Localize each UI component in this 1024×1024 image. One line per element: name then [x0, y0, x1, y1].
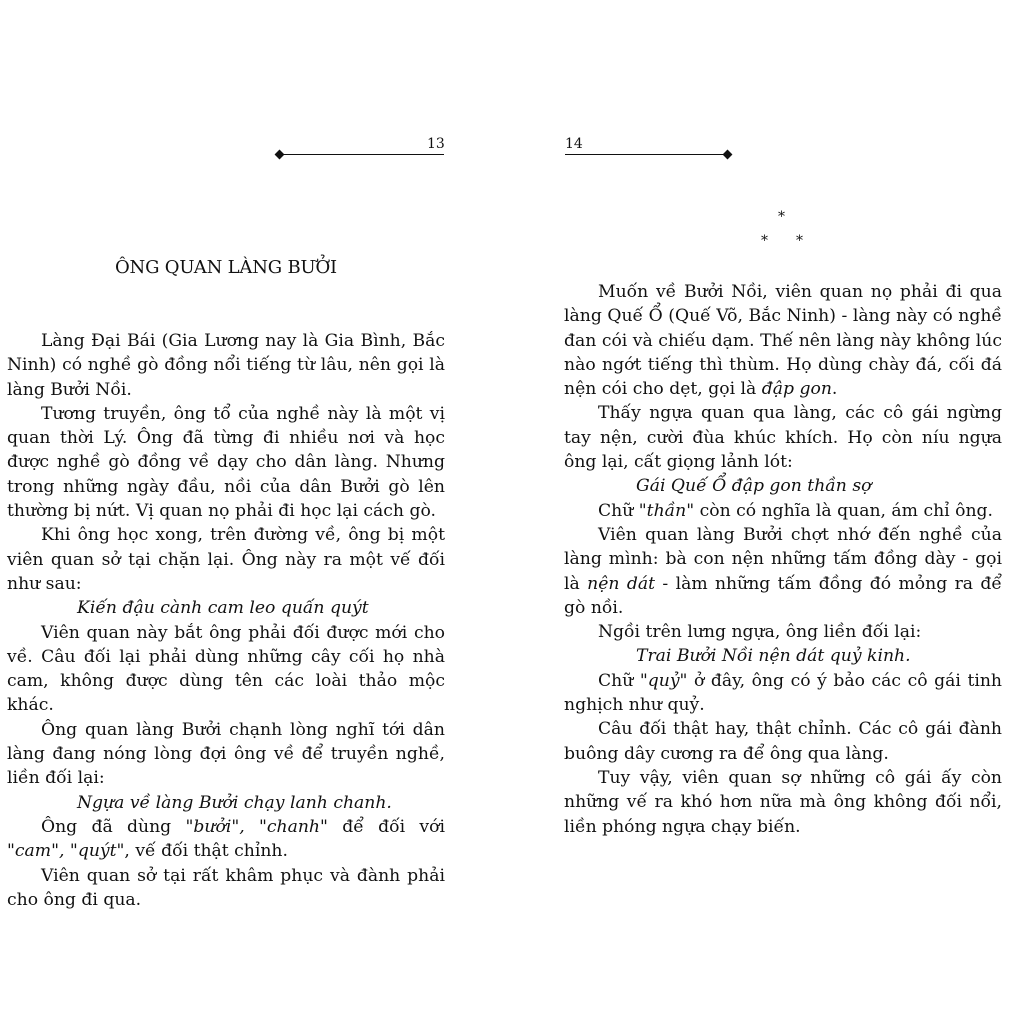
paragraph: Câu đối thật hay, thật chỉnh. Các cô gái đành buông dây cương ra để ông qua làng.: [564, 719, 1002, 764]
rule-diamond-ornament: [275, 150, 285, 160]
italic-run: "cam", "quýt": [7, 841, 125, 862]
paragraph: [564, 523, 1002, 620]
text-run: Ông đã dùng: [41, 816, 186, 837]
verse-line: Kiến đậu cành cam leo quấn quýt: [77, 598, 369, 619]
text-run: Chữ: [598, 670, 640, 691]
verse-line: Ngựa về làng Bưởi chạy lanh chanh.: [77, 792, 392, 813]
verse-line: Trai Bưởi Nồi nện dát quỷ kinh.: [636, 646, 911, 667]
chapter-title: ÔNG QUAN LÀNG BƯỞI: [115, 257, 337, 278]
paragraph: Tương truyền, ông tổ của nghề này là một vị quan thời Lý. Ông đã từng đi nhiều nơi và học được nghề gò đồng về dạy cho dân làng. Nhưng trong những ngày đầu, nồi của dân Bưởi gò lên thường bị nứt. Vị quan nọ phải đi học lại cách gò.: [7, 403, 445, 522]
paragraph: [564, 280, 1002, 401]
paragraph: Viên quan sở tại rất khâm phục và đành phải cho ông đi qua.: [7, 865, 445, 910]
header-rule: [280, 154, 444, 155]
paragraph: Thấy ngựa quan qua làng, các cô gái ngừng tay nện, cười đùa khúc khích. Họ còn níu ngựa ông lại, cất giọng lảnh lót:: [564, 403, 1002, 473]
section-break-asterisk: *: [761, 233, 768, 249]
right-body-text: [564, 280, 1002, 839]
text-run: - làm những tấm đồng đó mỏng ra để gò nồi.: [564, 573, 1002, 618]
text-run: , vế đối thật chỉnh.: [124, 841, 288, 862]
rule-diamond-ornament: [723, 150, 733, 160]
italic-run: "bưởi", "chanh": [185, 816, 328, 837]
text-run: .: [831, 379, 838, 400]
section-break-asterisk: *: [778, 209, 785, 225]
paragraph: Ngồi trên lưng ngựa, ông liền đối lại:: [598, 622, 922, 643]
page-number: 14: [565, 136, 583, 152]
paragraph: Khi ông học xong, trên đường về, ông bị một viên quan sở tại chặn lại. Ông này ra một vế đối như sau:: [7, 525, 445, 594]
left-body-text: [7, 329, 445, 912]
section-break-asterisk: *: [796, 233, 803, 249]
page-number: 13: [427, 136, 445, 152]
text-run: ở đây, ông có ý bảo các cô gái tinh nghịch như quỷ.: [564, 670, 1002, 716]
paragraph: Ông quan làng Bưởi chạnh lòng nghĩ tới dân làng đang nóng lòng đợi ông về để truyền nghề, liền đối lại:: [7, 719, 445, 789]
italic-run: "thần": [638, 500, 695, 521]
text-run: để đối với: [327, 816, 445, 837]
italic-run: nện dát: [587, 573, 655, 594]
italic-run: "quỷ": [639, 670, 688, 691]
text-run: Muốn về Bưởi Nồi, viên quan nọ phải đi qua làng Quế Ổ (Quế Võ, Bắc Ninh) - làng này có nghề đan cói và chiếu dạm. Thế nên làng này không lúc nào ngớt tiếng thì thùm. Họ dùng chày đá, cối đá nện cói cho dẹt, gọi là: [564, 282, 1002, 400]
text-run: còn có nghĩa là quan, ám chỉ ông.: [694, 500, 993, 521]
paragraph: Viên quan này bắt ông phải đối được mới cho về. Câu đối lại phải dùng những cây cối họ nhà cam, không được dùng tên các loài thảo mộc khác.: [7, 622, 445, 716]
text-run: Chữ: [598, 500, 639, 521]
verse-line: Gái Quế Ổ đập gon thần sợ: [636, 476, 872, 497]
italic-run: đập gon: [761, 379, 832, 400]
right-page: [512, 0, 1024, 1024]
paragraph: [564, 669, 1002, 718]
text-run: Viên quan làng Bưởi chợt nhớ đến nghề của làng mình: bà con nện những tấm đồng dày - gọi là: [564, 524, 1002, 594]
header-rule: [565, 154, 728, 155]
paragraph: [7, 815, 445, 864]
paragraph: Làng Đại Bái (Gia Lương nay là Gia Bình, Bắc Ninh) có nghề gò đồng nổi tiếng từ lâu, nên gọi là làng Bưởi Nồi.: [7, 331, 445, 400]
paragraph: Tuy vậy, viên quan sợ những cô gái ấy còn những vế ra khó hơn nữa mà ông không đối nổi, liền phóng ngựa chạy biến.: [564, 767, 1002, 837]
paragraph: [564, 499, 1002, 523]
